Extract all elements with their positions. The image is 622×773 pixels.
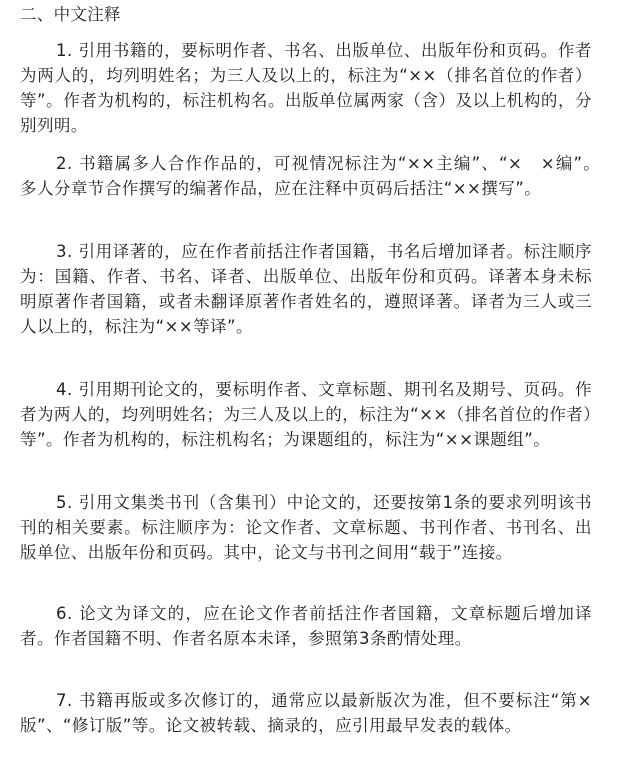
rule-paragraph-7: 7. 书籍再版或多次修订的，通常应以最新版次为准，但不要标注“第×版”、“修订版”等。论文被转载、摘录的，应引用最早发表的载体。 xyxy=(20,691,592,735)
section-heading: 二、中文注释 xyxy=(20,5,121,24)
rule-paragraph-4: 4. 引用期刊论文的，要标明作者、文章标题、期刊名及期号、页码。作者为两人的，均列明姓名；为三人及以上的，标注为“××（排名首位的作者）等”。作者为机构的，标注机构名；为课题组的，标注为“××课题组”。 xyxy=(20,380,592,449)
rule-paragraph-2: 2. 书籍属多人合作作品的，可视情况标注为“××主编”、“× ×编”。 多人分章节合作撰写的编著作品，应在注释中页码后括注“××撰写”。 xyxy=(20,154,609,198)
rule-paragraph-5: 5. 引用文集类书刊（含集刊）中论文的，还要按第1条的要求列明该书刊的相关要素。标注顺序为：论文作者、文章标题、书刊作者、书刊名、出版单位、出版年份和页码。其中，论文与书刊之间用“载于”连接。 xyxy=(20,493,592,562)
rule-paragraph-6: 6. 论文为译文的，应在论文作者前括注作者国籍，文章标题后增加译者。作者国籍不明、作者名原本未译，参照第3条酌情处理。 xyxy=(20,604,592,648)
rule-paragraph-3: 3. 引用译著的，应在作者前括注作者国籍，书名后增加译者。标注顺序为：国籍、作者、书名、译者、出版单位、出版年份和页码。译著本身未标明原著作者国籍，或者未翻译原著作者姓名的，遵照译著。译者为三人或三人以上的，标注为“××等译”。 xyxy=(20,242,592,336)
rule-paragraph-1: 1. 引用书籍的，要标明作者、书名、出版单位、出版年份和页码。作者为两人的，均列明姓名；为三人及以上的，标注为“××（排名首位的作者）等”。作者为机构的，标注机构名。出版单位属两家（含）及以上机构的，分别列明。 xyxy=(20,41,592,135)
